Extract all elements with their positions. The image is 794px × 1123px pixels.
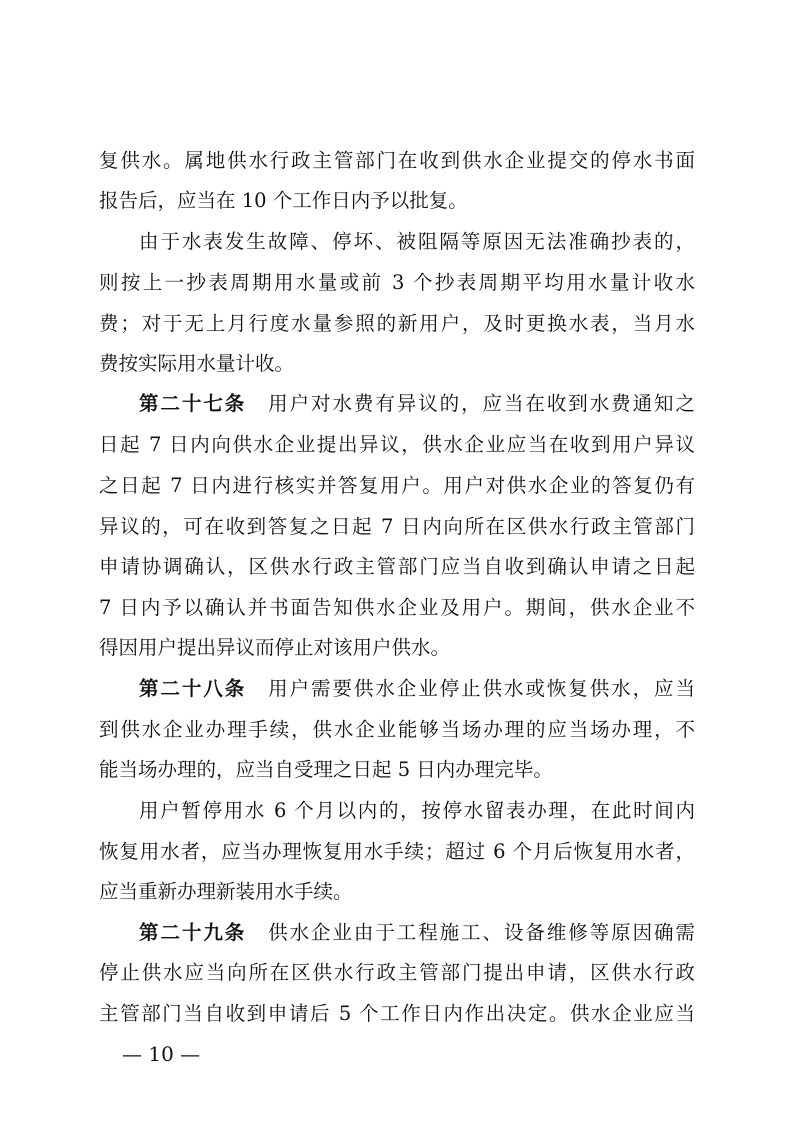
text-line: 之日起 7 日内进行核实并答复用户。用户对供水企业的答复仍有 bbox=[99, 474, 695, 497]
article-heading: 第二十九条 bbox=[139, 921, 247, 944]
text-line: 费；对于无上月行度水量参照的新用户，及时更换水表，当月水 bbox=[99, 312, 695, 335]
text-line: 恢复用水者，应当办理恢复用水手续；超过 6 个月后恢复用水者， bbox=[99, 840, 695, 863]
text-line: 7 日内予以确认并书面告知供水企业及用户。期间，供水企业不 bbox=[99, 596, 695, 619]
text-line: 申请协调确认，区供水行政主管部门应当自收到确认申请之日起 bbox=[99, 555, 695, 578]
text-line: 停止供水应当向所在区供水行政主管部门提出申请，区供水行政 bbox=[99, 961, 695, 984]
text-line: 应当重新办理新装用水手续。 bbox=[99, 880, 353, 903]
article-heading: 第二十七条 bbox=[139, 392, 247, 415]
text-line: 得因用户提出异议而停止对该用户供水。 bbox=[99, 636, 451, 659]
text-line: 用户对水费有异议的，应当在收到水费通知之 bbox=[266, 392, 695, 415]
article-29-line bbox=[139, 919, 695, 947]
text-line-last: 主管部门当自收到申请后 5 个工作日内作出决定。供水企业应当 bbox=[99, 1002, 695, 1025]
article-27-line bbox=[139, 390, 695, 418]
text-line: 由于水表发生故障、停坏、被阻隔等原因无法准确抄表的， bbox=[139, 230, 695, 253]
text-line: 费按实际用水量计收。 bbox=[99, 352, 295, 375]
text-line: 到供水企业办理手续，供水企业能够当场办理的应当场办理，不 bbox=[99, 718, 695, 741]
text-line: 异议的，可在收到答复之日起 7 日内向所在区供水行政主管部门 bbox=[99, 515, 695, 538]
page-number: — 10 — bbox=[122, 1042, 201, 1066]
text-line: 用户暂停用水 6 个月以内的，按停水留表办理，在此时间内 bbox=[139, 799, 695, 822]
text-line: 日起 7 日内向供水企业提出异议，供水企业应当在收到用户异议 bbox=[99, 433, 695, 456]
text-line: 复供水。属地供水行政主管部门在收到供水企业提交的停水书面 bbox=[99, 149, 695, 172]
article-28-line bbox=[139, 675, 695, 703]
text-line: 用户需要供水企业停止供水或恢复供水，应当 bbox=[266, 677, 695, 700]
text-line: 报告后，应当在 10 个工作日内予以批复。 bbox=[99, 189, 468, 212]
text-line: 则按上一抄表周期用水量或前 3 个抄表周期平均用水量计收水 bbox=[99, 271, 695, 294]
text-line: 能当场办理的，应当自受理之日起 5 日内办理完毕。 bbox=[99, 758, 553, 781]
article-heading: 第二十八条 bbox=[139, 677, 247, 700]
text-line: 供水企业由于工程施工、设备维修等原因确需 bbox=[266, 921, 695, 944]
